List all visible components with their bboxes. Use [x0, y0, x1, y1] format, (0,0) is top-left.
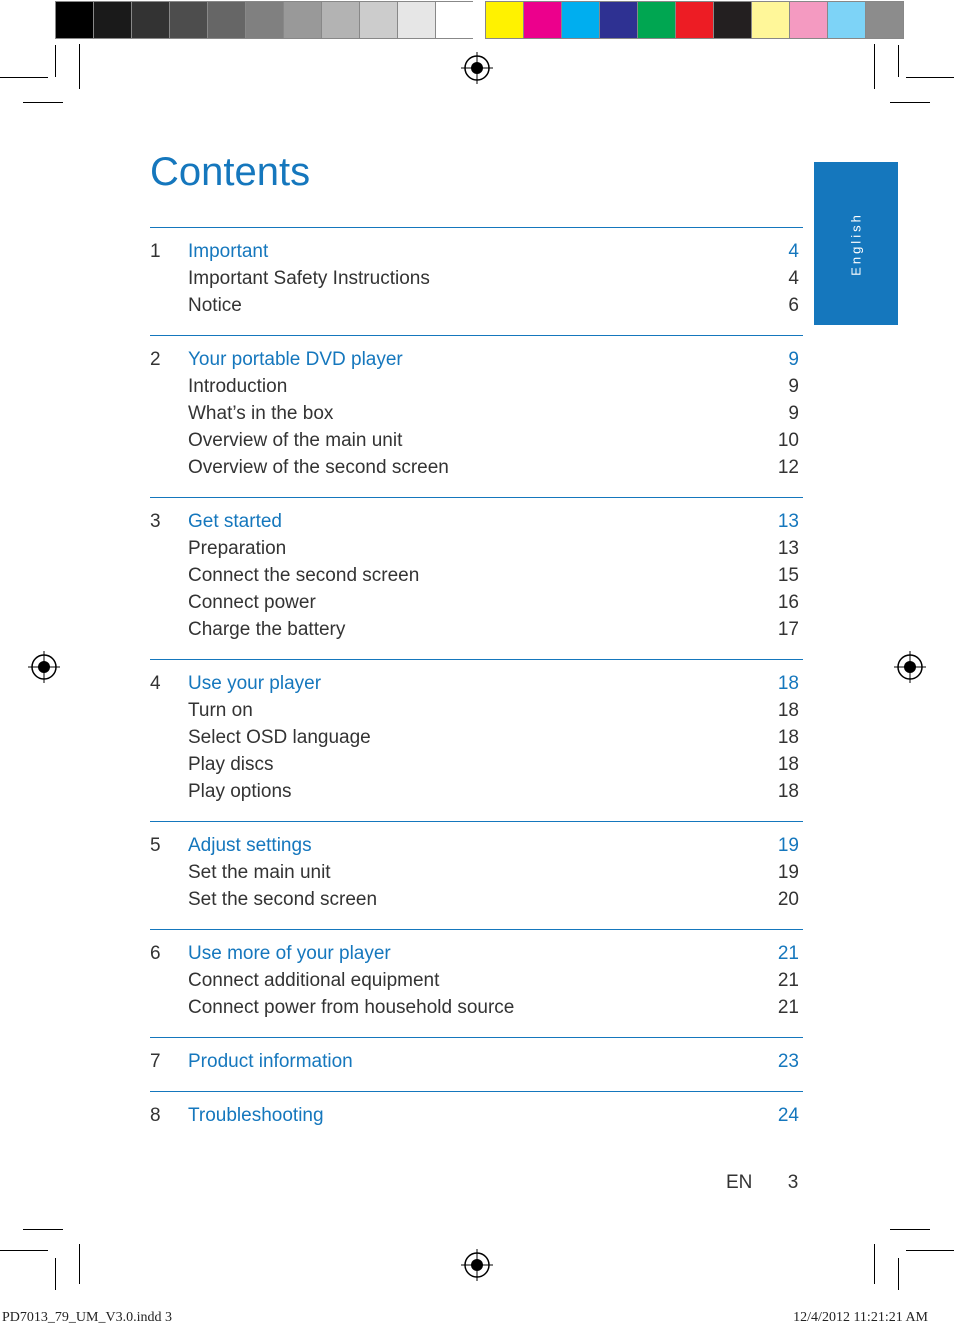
color-swatch [207, 1, 245, 39]
color-swatch [713, 1, 751, 39]
chapter-number: 1 [150, 241, 161, 262]
toc-section [150, 227, 803, 335]
slug-filename: PD7013_79_UM_V3.0.indd 3 [2, 1310, 172, 1325]
entry-page: 20 [777, 889, 799, 910]
entry-indent [150, 562, 188, 589]
toc-entry-row[interactable] [150, 427, 803, 454]
toc-section [150, 659, 803, 821]
crop-mark [906, 1250, 954, 1251]
chapter-title[interactable]: Product information [188, 1051, 353, 1072]
color-swatch [675, 1, 713, 39]
toc-entry-row[interactable] [150, 265, 803, 292]
entry-page: 4 [788, 268, 799, 289]
chapter-page: 24 [777, 1105, 799, 1126]
page-number: 3 [787, 1172, 799, 1193]
entry-indent [150, 400, 188, 427]
entry-title[interactable]: Preparation [188, 538, 287, 559]
entry-title[interactable]: Connect the second screen [188, 565, 420, 586]
entry-title[interactable]: Notice [188, 295, 242, 316]
toc-entry-row[interactable] [150, 724, 803, 751]
color-swatch [283, 1, 321, 39]
color-swatch [865, 1, 904, 39]
entry-title[interactable]: Set the main unit [188, 862, 331, 883]
chapter-number: 2 [150, 349, 161, 370]
toc-entry-row[interactable] [150, 697, 803, 724]
crop-mark [55, 1258, 56, 1290]
entry-title[interactable]: Charge the battery [188, 619, 346, 640]
entry-title[interactable]: Play discs [188, 754, 274, 775]
crop-mark [906, 77, 954, 78]
chapter-page: 21 [777, 943, 799, 964]
entry-title[interactable]: What’s in the box [188, 403, 334, 424]
entry-title[interactable]: Overview of the second screen [188, 457, 449, 478]
color-swatch [789, 1, 827, 39]
toc-entry-row[interactable] [150, 562, 803, 589]
chapter-page: 13 [777, 511, 799, 532]
toc-entry-row[interactable] [150, 967, 803, 994]
chapter-page: 4 [788, 241, 799, 262]
crop-mark [898, 1258, 899, 1290]
entry-title[interactable]: Introduction [188, 376, 288, 397]
chapter-title[interactable]: Use your player [188, 673, 322, 694]
swatch-gap [473, 0, 485, 40]
chapter-title[interactable]: Use more of your player [188, 943, 391, 964]
color-swatch [397, 1, 435, 39]
entry-indent [150, 589, 188, 616]
entry-indent [150, 994, 188, 1021]
color-swatch [637, 1, 675, 39]
entry-title[interactable]: Turn on [188, 700, 253, 721]
toc-chapter-row[interactable] [150, 670, 803, 697]
crop-mark [898, 45, 899, 77]
toc-entry-row[interactable] [150, 400, 803, 427]
toc-chapter-row[interactable] [150, 508, 803, 535]
entry-page: 18 [777, 727, 799, 748]
toc-entry-row[interactable] [150, 778, 803, 805]
color-swatch [561, 1, 599, 39]
color-swatch [435, 1, 473, 39]
chapter-number: 4 [150, 673, 161, 694]
color-swatch [93, 1, 131, 39]
toc-chapter-row[interactable] [150, 346, 803, 373]
entry-title[interactable]: Set the second screen [188, 889, 378, 910]
toc-entry-row[interactable] [150, 859, 803, 886]
toc-chapter-row[interactable] [150, 1102, 803, 1129]
entry-indent [150, 616, 188, 643]
toc-chapter-row[interactable] [150, 940, 803, 967]
entry-title[interactable]: Connect power [188, 592, 316, 613]
entry-indent [150, 751, 188, 778]
page-title: Contents [150, 150, 311, 194]
entry-page: 6 [788, 295, 799, 316]
chapter-number: 8 [150, 1105, 161, 1126]
footer-language: EN [726, 1172, 753, 1193]
entry-title[interactable]: Connect power from household source [188, 997, 515, 1018]
entry-title[interactable]: Overview of the main unit [188, 430, 403, 451]
crop-mark [874, 44, 875, 89]
toc-section [150, 929, 803, 1037]
entry-title[interactable]: Play options [188, 781, 292, 802]
toc-chapter-row[interactable] [150, 1048, 803, 1075]
chapter-title[interactable]: Get started [188, 511, 282, 532]
entry-page: 18 [777, 700, 799, 721]
crop-mark [23, 102, 63, 103]
entry-title[interactable]: Connect additional equipment [188, 970, 440, 991]
entry-indent [150, 427, 188, 454]
color-swatch [827, 1, 865, 39]
page-footer [726, 1172, 798, 1194]
crop-mark [23, 1229, 63, 1230]
color-swatch [55, 1, 93, 39]
toc-entry-row[interactable] [150, 454, 803, 481]
color-swatch [169, 1, 207, 39]
entry-title[interactable]: Select OSD language [188, 727, 371, 748]
chapter-number: 3 [150, 511, 161, 532]
toc-section [150, 335, 803, 497]
toc-section [150, 497, 803, 659]
chapter-number: 7 [150, 1051, 161, 1072]
toc-entry-row[interactable] [150, 373, 803, 400]
crop-mark [890, 102, 930, 103]
language-tab [814, 162, 898, 325]
crop-mark [55, 45, 56, 77]
entry-page: 19 [777, 862, 799, 883]
slug-datetime: 12/4/2012 11:21:21 AM [793, 1310, 928, 1325]
entry-page: 9 [788, 376, 799, 397]
toc-entry-row[interactable] [150, 292, 803, 319]
entry-page: 10 [777, 430, 799, 451]
entry-page: 21 [777, 970, 799, 991]
color-swatch [599, 1, 637, 39]
chapter-number: 6 [150, 943, 161, 964]
toc-entry-row[interactable] [150, 535, 803, 562]
registration-mark-icon [460, 51, 494, 85]
toc-section [150, 1091, 803, 1129]
chapter-title[interactable]: Important [188, 241, 269, 262]
entry-page: 15 [777, 565, 799, 586]
crop-mark [0, 77, 48, 78]
entry-indent [150, 292, 188, 319]
color-swatch [131, 1, 169, 39]
chapter-page: 9 [788, 349, 799, 370]
color-swatch [485, 1, 523, 39]
entry-indent [150, 859, 188, 886]
chapter-page: 19 [777, 835, 799, 856]
color-swatch [751, 1, 789, 39]
toc-entry-row[interactable] [150, 886, 803, 913]
crop-mark [0, 1250, 48, 1251]
entry-indent [150, 724, 188, 751]
entry-indent [150, 778, 188, 805]
entry-page: 12 [777, 457, 799, 478]
toc-entry-row[interactable] [150, 994, 803, 1021]
crop-mark [890, 1229, 930, 1230]
color-swatch [321, 1, 359, 39]
color-swatch [245, 1, 283, 39]
color-swatch [523, 1, 561, 39]
color-calibration-bar [55, 0, 904, 40]
toc-chapter-row[interactable] [150, 238, 803, 265]
entry-title[interactable]: Important Safety Instructions [188, 268, 430, 289]
toc-entry-row[interactable] [150, 589, 803, 616]
language-tab-label: English [848, 211, 864, 276]
crop-mark [79, 1244, 80, 1284]
chapter-page: 18 [777, 673, 799, 694]
chapter-title[interactable]: Adjust settings [188, 835, 312, 856]
entry-page: 9 [788, 403, 799, 424]
crop-mark [79, 44, 80, 89]
toc-section [150, 1037, 803, 1091]
entry-indent [150, 454, 188, 481]
entry-indent [150, 535, 188, 562]
table-of-contents [150, 227, 803, 1129]
entry-indent [150, 886, 188, 913]
toc-entry-row[interactable] [150, 616, 803, 643]
toc-entry-row[interactable] [150, 751, 803, 778]
entry-page: 18 [777, 781, 799, 802]
toc-chapter-row[interactable] [150, 832, 803, 859]
entry-indent [150, 265, 188, 292]
crop-mark [874, 1244, 875, 1284]
entry-page: 16 [777, 592, 799, 613]
chapter-title[interactable]: Your portable DVD player [188, 349, 403, 370]
entry-page: 13 [777, 538, 799, 559]
entry-page: 17 [777, 619, 799, 640]
chapter-page: 23 [777, 1051, 799, 1072]
chapter-number: 5 [150, 835, 161, 856]
registration-mark-icon [27, 650, 61, 684]
entry-indent [150, 373, 188, 400]
registration-mark-icon [893, 650, 927, 684]
entry-indent [150, 697, 188, 724]
color-swatch [359, 1, 397, 39]
chapter-title[interactable]: Troubleshooting [188, 1105, 324, 1126]
entry-indent [150, 967, 188, 994]
toc-section [150, 821, 803, 929]
entry-page: 21 [777, 997, 799, 1018]
registration-mark-icon [460, 1248, 494, 1282]
entry-page: 18 [777, 754, 799, 775]
